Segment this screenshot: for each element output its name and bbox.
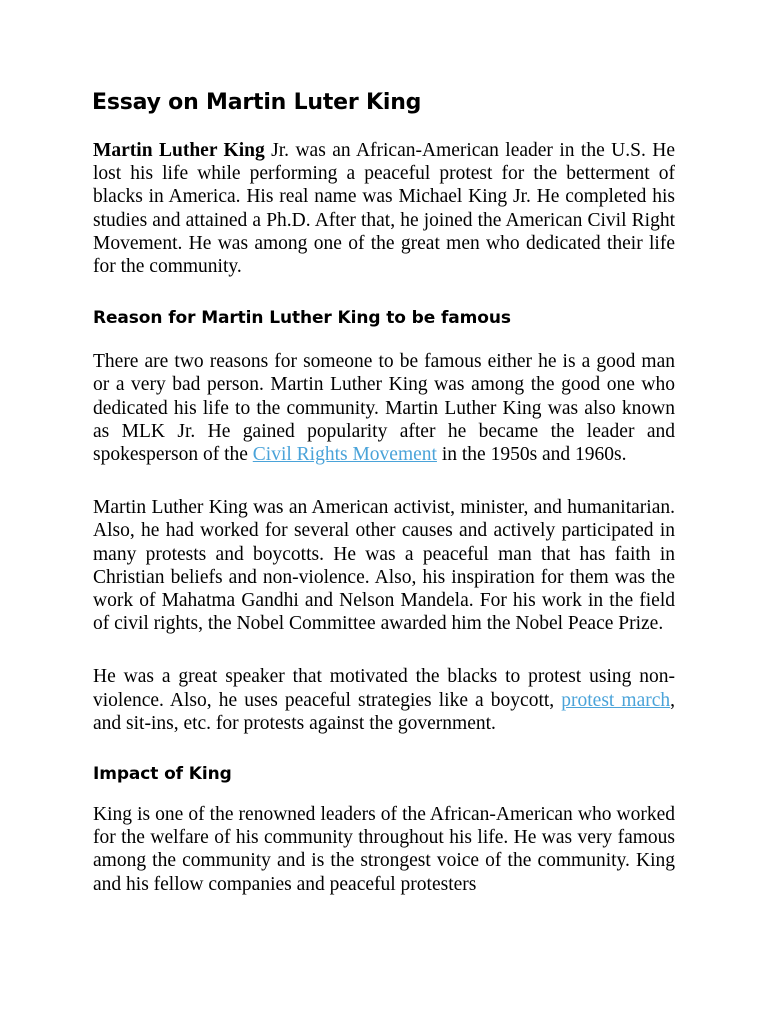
famous-paragraph-3-after: , and sit-ins, etc. for protests against the government. <box>93 689 676 734</box>
famous-paragraph-3 <box>93 665 675 735</box>
impact-paragraph-1: King is one of the renowned leaders of the African-American who worked for the welfare of his community throughout his life. He was very famous among the community and is the strongest voice of the community. King and his fellow companies and peaceful protesters <box>93 804 675 895</box>
intro-text: Jr. was an African-American leader in the U.S. He lost his life while performing a peaceful protest for the betterment of blacks in America. His real name was Michael King Jr. He completed his studies and attained a Ph.D. After that, he joined the American Civil Right Movement. He was among one of the great men who dedicated their life for the community. <box>93 140 675 278</box>
civil-rights-movement-link[interactable]: Civil Rights Movement <box>252 444 437 466</box>
section-heading-famous: Reason for Martin Luther King to be famous <box>93 308 511 329</box>
famous-paragraph-1 <box>93 350 675 466</box>
famous-paragraph-1-after: in the 1950s and 1960s. <box>436 444 627 466</box>
famous-paragraph-1-before: There are two reasons for someone to be famous either he is a good man or a very bad person. Martin Luther King was among the good one who dedicated his life to the community. Martin Luther King was also known as MLK Jr. He gained popularity after he became the leader and spokesperson of the <box>93 351 675 466</box>
document-page <box>93 88 675 896</box>
intro-bold-name: Martin Luther King <box>93 140 265 161</box>
section-heading-impact: Impact of King <box>93 764 232 785</box>
protest-march-link[interactable]: protest march <box>561 689 671 711</box>
famous-paragraph-2: Martin Luther King was an American activist, minister, and humanitarian. Also, he had worked for several other causes and actively participated in many protests and boycotts. He was a peaceful man that has faith in Christian beliefs and non-violence. Also, his inspiration for them was the work of Mahatma Gandhi and Nelson Mandela. For his work in the field of civil rights, the Nobel Committee awarded him the Nobel Peace Prize. <box>93 497 675 635</box>
intro-paragraph <box>93 139 675 278</box>
page-title: Essay on Martin Luter King <box>92 90 422 115</box>
famous-paragraph-3-before: He was a great speaker that motivated the blacks to protest using non-violence. Also, he uses peaceful strategies like a boycott, <box>93 666 675 711</box>
